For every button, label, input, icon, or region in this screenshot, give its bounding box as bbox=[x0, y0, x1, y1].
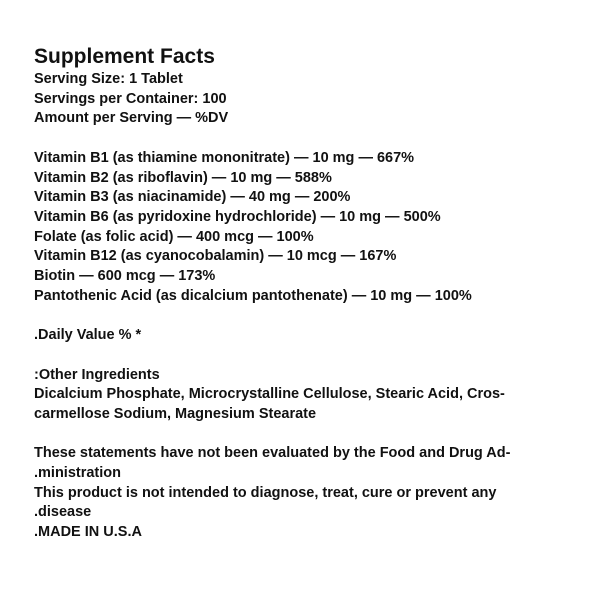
amount-per-serving-line: Amount per Serving — %DV bbox=[34, 110, 229, 127]
disclaimer-line: .disease bbox=[34, 504, 92, 521]
supplement-facts-document bbox=[34, 44, 579, 543]
disclaimer-line: .ministration bbox=[34, 465, 122, 481]
nutrient-line: Vitamin B1 (as thiamine mononitrate) — 10 mg — 667% bbox=[34, 149, 415, 166]
spacer bbox=[34, 346, 579, 366]
nutrient-line: Vitamin B2 (as riboflavin) — 10 mg — 588% bbox=[34, 169, 332, 186]
spacer bbox=[34, 306, 579, 326]
page-title: Supplement Facts bbox=[34, 45, 215, 68]
disclaimer-line: This product is not intended to diagnose, treat, cure or prevent any bbox=[34, 484, 497, 501]
nutrient-line: Folate (as folic acid) — 400 mcg — 100% bbox=[34, 228, 314, 245]
servings-per-container-line: Servings per Container: 100 bbox=[34, 90, 227, 107]
made-in-line: .MADE IN U.S.A bbox=[34, 524, 142, 541]
other-ingredients-line: Dicalcium Phosphate, Microcrystalline Cellulose, Stearic Acid, Cros- bbox=[34, 386, 505, 403]
other-ingredients-heading: :Other Ingredients bbox=[34, 366, 160, 383]
spacer bbox=[34, 425, 579, 445]
nutrient-line: Pantothenic Acid (as dicalcium pantothenate) — 10 mg — 100% bbox=[34, 287, 472, 304]
nutrient-line: Vitamin B12 (as cyanocobalamin) — 10 mcg — 167% bbox=[34, 248, 397, 265]
other-ingredients-line: carmellose Sodium, Magnesium Stearate bbox=[34, 405, 317, 422]
spacer bbox=[34, 129, 579, 149]
nutrient-line: Vitamin B3 (as niacinamide) — 40 mg — 200% bbox=[34, 189, 351, 206]
disclaimer-line: These statements have not been evaluated by the Food and Drug Ad- bbox=[34, 445, 511, 462]
nutrient-line: Biotin — 600 mcg — 173% bbox=[34, 268, 216, 285]
daily-value-note: .Daily Value % * bbox=[34, 327, 142, 344]
serving-size-line: Serving Size: 1 Tablet bbox=[34, 71, 183, 87]
nutrient-line: Vitamin B6 (as pyridoxine hydrochloride) — 10 mg — 500% bbox=[34, 208, 441, 225]
